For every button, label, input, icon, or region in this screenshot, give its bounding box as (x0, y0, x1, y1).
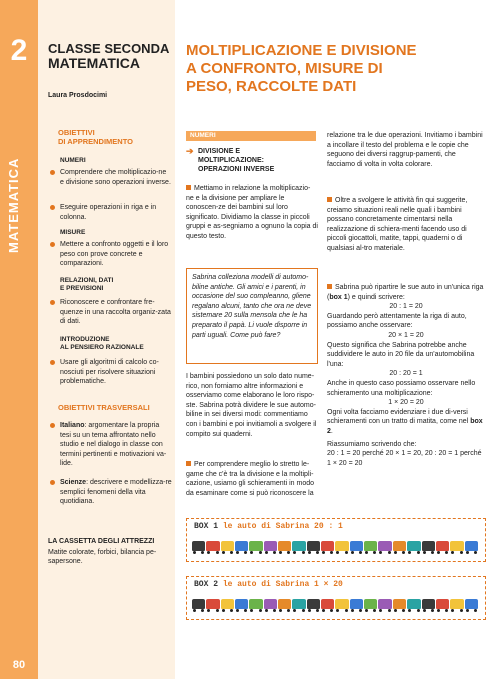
paragraph (327, 196, 485, 254)
bullet-icon (50, 242, 55, 247)
cars-row-box-1 (192, 541, 478, 555)
square-bullet-icon (186, 461, 191, 466)
page-title-line1: MOLTIPLICAZIONE E DIVISIONE (186, 42, 417, 59)
paragraph-text: Sabrina può ripartire le sue auto in un'unica riga ( (327, 284, 484, 301)
box-2-label (194, 580, 343, 589)
subhead-introduzione-line1: INTRODUZIONE (60, 336, 110, 343)
objective-text: Mettere a confronto oggetti e il loro peso con prove concrete e comparazioni. (60, 241, 169, 267)
car-icon (278, 541, 291, 551)
paragraph-text: . (330, 427, 333, 435)
subhead-introduzione (60, 336, 144, 352)
car-icon (436, 541, 449, 551)
subhead-relazioni-line1: RELAZIONI, DATI (60, 277, 114, 284)
paragraph-text: 20 : 1 = 20 perché 20 × 1 = 20, 20 : 20 = 1 perché 1 × 20 = 20 (327, 450, 482, 467)
paragraph (186, 460, 318, 498)
paragraph-text: ) e quindi scrivere: (347, 293, 405, 301)
left-strip (0, 0, 38, 679)
equation: 20 : 1 = 20 (389, 303, 423, 311)
car-icon (192, 541, 205, 551)
car-icon (407, 541, 420, 551)
objectives-header (48, 128, 168, 146)
car-icon (422, 599, 435, 609)
car-icon (436, 599, 449, 609)
transversal-header-text: OBIETTIVI TRASVERSALI (58, 403, 150, 412)
car-icon (465, 541, 478, 551)
car-icon (321, 541, 334, 551)
cars-row-box-2 (192, 599, 478, 613)
car-icon (378, 599, 391, 609)
bullet-icon (50, 423, 55, 428)
objectives-header-line2: DI APPRENDIMENTO (58, 137, 134, 146)
car-icon (321, 599, 334, 609)
class-title (48, 42, 173, 70)
car-icon (307, 541, 320, 551)
chapter-number: 2 (10, 34, 28, 67)
box-2-prefix: BOX 2 (194, 580, 219, 589)
page-title-line3: PESO, RACCOLTE DATI (186, 78, 357, 95)
objective-text: : descrivere e modellizza-re semplici fenomeni della vita quotidiana. (60, 479, 172, 505)
paragraph-text: Guardando però attentamente la riga di auto, possiamo anche osservare: (327, 312, 467, 330)
objective-text: Usare gli algoritmi di calcolo co-nosciuti per risolvere situazioni problematiche. (60, 359, 159, 385)
subhead-relazioni (60, 277, 113, 293)
arrow-right-icon: ➔ (186, 146, 194, 156)
bullet-icon (50, 170, 55, 175)
car-icon (393, 599, 406, 609)
objective-item (48, 421, 172, 469)
objective-item (48, 240, 172, 269)
toolbox-text: Matite colorate, forbici, bilancia pe-sapersone. (48, 549, 157, 565)
objective-label: Italiano (60, 422, 85, 429)
box-2-title: le auto di Sabrina 1 × 20 (222, 580, 343, 589)
objectives-header-line1: OBIETTIVI (58, 128, 95, 137)
car-icon (249, 599, 262, 609)
objective-text: Comprendere che moltiplicazio-ne e divisione sono operazioni inverse. (60, 169, 171, 186)
objective-item (48, 358, 172, 387)
box-ref: box 1 (329, 293, 348, 301)
car-icon (465, 599, 478, 609)
subhead-introduzione-line2: AL PENSIERO RAZIONALE (60, 344, 144, 351)
subhead-relazioni-line2: E PREVISIONI (60, 285, 104, 292)
class-title-line2: MATEMATICA (48, 55, 141, 71)
objective-item (48, 168, 172, 187)
objective-text: Eseguire operazioni in riga e in colonna. (60, 204, 157, 221)
box-ref: box 2 (327, 418, 483, 435)
subhead-misure: MISURE (60, 229, 86, 236)
equation: 20 : 20 = 1 (389, 370, 423, 378)
paragraph-text: Ogni volta facciamo evidenziare i due di-versi schieramenti con un tratto di matita, come nel (327, 408, 471, 426)
section-subtitle-line1: DIVISIONE E (198, 148, 241, 155)
section-subtitle (186, 147, 316, 174)
box-1-title: le auto di Sabrina 20 : 1 (222, 522, 343, 531)
objective-item (48, 478, 172, 507)
class-title-line1: CLASSE SECONDA (48, 41, 170, 56)
bullet-icon (50, 300, 55, 305)
subject-label: MATEMATICA (6, 157, 21, 253)
box-1-prefix: BOX 1 (194, 522, 219, 531)
car-icon (407, 599, 420, 609)
objective-text: : argomentare la propria tesi su un tema affrontato nello studio e nel dialogo in classe con termini pertinenti e motivazioni va-lide. (60, 422, 167, 467)
car-icon (364, 541, 377, 551)
car-icon (235, 599, 248, 609)
objective-label: Scienze (60, 479, 87, 486)
car-icon (335, 599, 348, 609)
paragraph (186, 372, 318, 439)
transversal-header (48, 403, 168, 412)
page-title-line2: A CONFRONTO, MISURE DI (186, 60, 383, 77)
paragraph-text: I bambini possiedono un solo dato nume-rico, non forniamo altre informazioni e osserviamo come elaborano le loro rispo-ste. Sabrina potrà dividere le sue automo-biline in sei diversi modi: commentiamo con i bambini e poi invitiamoli a svolgere il compito sui quaderni. (186, 373, 317, 438)
car-icon (292, 541, 305, 551)
car-icon (235, 541, 248, 551)
square-bullet-icon (186, 185, 191, 190)
car-icon (249, 541, 262, 551)
car-icon (450, 599, 463, 609)
car-icon (278, 599, 291, 609)
objective-item (48, 203, 172, 222)
paragraph-text: Questo significa che Sabrina potrebbe anche suddividere le auto in 20 file da un'automobilina l'una: (327, 341, 475, 368)
objective-text: Riconoscere e confrontare fre-quenze in una raccolta organiz-zata di dati. (60, 299, 171, 325)
car-icon (192, 599, 205, 609)
section-subtitle-line3: OPERAZIONI INVERSE (198, 166, 275, 173)
car-icon (350, 541, 363, 551)
car-icon (335, 541, 348, 551)
paragraph (327, 131, 485, 169)
car-icon (364, 599, 377, 609)
paragraph-text: Mettiamo in relazione la moltiplicazio-ne e la divisione per ampliare le conoscen-ze dei bambini sul loro significato. Dividiamo la classe in piccoli gruppi e as-segniamo a ognuno la copia di questo testo. (186, 185, 318, 240)
car-icon (292, 599, 305, 609)
bullet-icon (50, 480, 55, 485)
paragraph-text: Oltre a svolgere le attività fin qui suggerite, creiamo situazioni reali nelle quali i bambini possano concretamente cimentarsi nella realizzazione di schiera-menti facendo uso di piccoli giocattoli, matite, tappi, quaderni o di qualsiasi al-tro materiale. (327, 197, 468, 252)
car-icon (350, 599, 363, 609)
author: Laura Prosdocimi (48, 92, 108, 99)
car-icon (307, 599, 320, 609)
paragraph-text: Anche in questo caso possiamo osservare nello schieramento una moltiplicazione: (327, 379, 476, 397)
car-icon (378, 541, 391, 551)
box-1-label (194, 522, 343, 531)
subhead-numeri: NUMERI (60, 157, 86, 164)
page-title (186, 42, 486, 96)
bullet-icon (50, 360, 55, 365)
objective-item (48, 298, 172, 327)
car-icon (221, 599, 234, 609)
paragraph (186, 184, 318, 242)
car-icon (264, 599, 277, 609)
equation: 1 × 20 = 20 (388, 399, 424, 407)
square-bullet-icon (327, 284, 332, 289)
car-icon (206, 541, 219, 551)
equation: 20 × 1 = 20 (388, 331, 424, 339)
paragraph (327, 283, 485, 468)
car-icon (422, 541, 435, 551)
car-icon (264, 541, 277, 551)
car-icon (450, 541, 463, 551)
section-subtitle-line2: MOLTIPLICAZIONE: (198, 157, 264, 164)
car-icon (206, 599, 219, 609)
paragraph-text: Riassumiamo scrivendo che: (327, 440, 417, 448)
square-bullet-icon (327, 197, 332, 202)
car-icon (221, 541, 234, 551)
car-icon (393, 541, 406, 551)
problem-quote: Sabrina colleziona modelli di automo-biline antiche. Gli amici e i parenti, in occasione del suo compleanno, gliene regalano alcuni, tanto che ora ne deve sistemare 20 sulla mensola che le ha preparato il papà. Li vuole disporre in parti uguali. Come può fare? (186, 268, 318, 364)
paragraph-text: relazione tra le due operazioni. Invitiamo i bambini a incollare il testo del problema e le copie che seguono dei diversi raggrup-pamenti, che facciamo di volta in volta colorare. (327, 132, 483, 168)
page-number: 80 (12, 659, 26, 671)
toolbox-title: LA CASSETTA DEGLI ATTREZZI (48, 538, 155, 545)
bullet-icon (50, 205, 55, 210)
paragraph-text: Per comprendere meglio lo stretto le-game che c'è tra la divisione e la moltipli-cazione, usiamo gli schieramenti in modo da esaminare come si può riconoscere la (186, 461, 315, 497)
section-tag: NUMERI (186, 131, 316, 141)
